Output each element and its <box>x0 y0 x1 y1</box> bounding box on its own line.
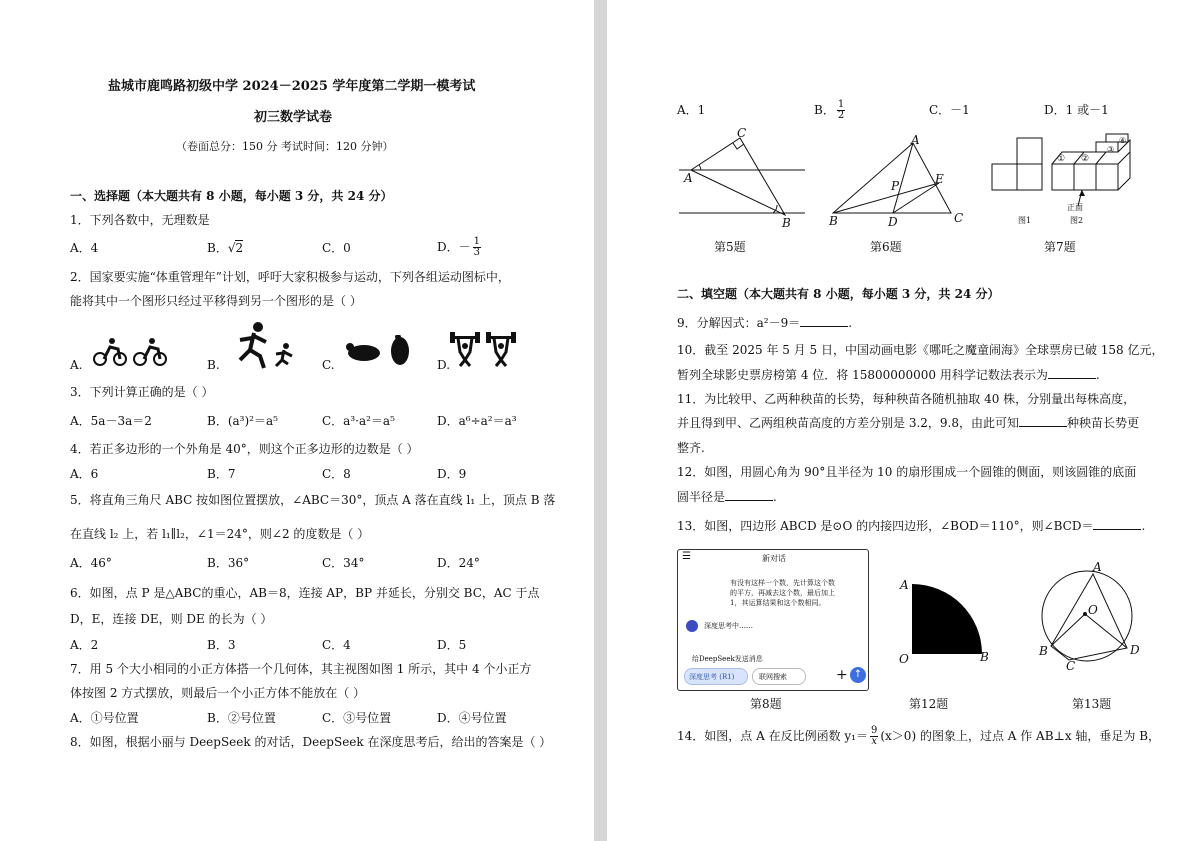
question-11-line1: 11．为比较甲、乙两种秧苗的长势，每种秧苗各随机抽取 40 株，分别量出每株高度， <box>677 392 1136 406</box>
fig6-label-a: A <box>911 133 920 147</box>
q1-option-d: D．－ $\frac{1}{3}$ <box>437 236 481 258</box>
question-5-line2: 在直线 l₂ 上，若 l₁∥l₂，∠1＝24°，则∠2 的度数是（ ） <box>70 527 370 541</box>
fig12-label-b: B <box>980 650 989 664</box>
figure-5-diagram <box>677 125 807 230</box>
question-12-line1: 12．如图，用圆心角为 90°且半径为 10 的扇形围成一个圆锥的侧面，则该圆锥的底面 <box>677 465 1137 479</box>
deepseek-logo-icon <box>686 620 698 632</box>
q1-option-a: A．4 <box>70 241 99 255</box>
running-icon <box>230 320 300 370</box>
q6-option-b: B．3 <box>207 638 236 652</box>
fig6-label-e: E <box>935 172 944 186</box>
fig7-label-1: ① <box>1057 154 1066 164</box>
caption-fig12: 第12题 <box>909 697 949 711</box>
section-fill-heading: 二、填空题（本大题共有 8 小题，每小题 3 分，共 24 分） <box>677 287 1000 301</box>
caption-fig5: 第5题 <box>714 240 746 254</box>
fig13-label-a: A <box>1093 560 1102 574</box>
q6-option-d: D．5 <box>437 638 467 652</box>
fig7-label-2: ② <box>1081 154 1090 164</box>
q6-option-a: A．2 <box>70 638 99 652</box>
send-icon[interactable]: ↑ <box>850 667 866 683</box>
question-13: 13．如图，四边形 ABCD 是⊙O 的内接四边形，∠BOD＝110°，则∠BCD＝ . <box>677 519 1146 533</box>
question-7-line2: 体按图 2 方式摆放，则最后一个小正方体不能放在（ ） <box>70 686 366 700</box>
question-2-line1: 2．国家要实施“体重管理年”计划，呼吁大家积极参与运动，下列各组运动图标中， <box>70 270 510 284</box>
exam-page-left <box>0 0 594 841</box>
fig7-label-fig1: 图1 <box>1018 216 1032 225</box>
question-8: 8．如图，根据小丽与 DeepSeek 的对话，DeepSeek 在深度思考后，给出的答案是（ ） <box>70 735 552 749</box>
q1-option-c: C．0 <box>322 241 351 255</box>
caption-fig8: 第8题 <box>750 697 782 711</box>
q3-option-c: C．a³·a²＝a⁵ <box>322 414 395 428</box>
q2-option-a: A. <box>70 358 83 372</box>
question-10-line2: 暂列全球影史票房榜第 4 位．将 15800000000 用科学记数法表示为 . <box>677 368 1100 382</box>
q1-option-b: B．√2 <box>207 241 244 255</box>
fig13-label-o: O <box>1088 603 1098 617</box>
deep-think-label: 深度思考 (R1) <box>689 673 735 681</box>
question-5-line1: 5．将直角三角尺 ABC 按如图位置摆放，∠ABC＝30°，顶点 A 落在直线 l₁ 上，顶点 B 落 <box>70 493 556 507</box>
q5-option-c: C．34° <box>322 556 365 570</box>
fig13-label-d: D <box>1130 643 1140 657</box>
fig6-label-d: D <box>888 215 898 229</box>
web-search-label: 联网搜索 <box>759 673 787 681</box>
web-search-button[interactable] <box>752 668 806 685</box>
q7-option-b: B．②号位置 <box>207 711 276 725</box>
q2-option-c: C. <box>322 358 335 372</box>
exam-meta: （卷面总分：150 分 考试时间：120 分钟） <box>176 140 394 153</box>
fig7-label-4: ④ <box>1119 136 1127 145</box>
q7-option-d: D．④号位置 <box>437 711 507 725</box>
fig7-label-front: 正面 <box>1067 203 1083 212</box>
figure-13-circle <box>1037 568 1137 668</box>
fig5-label-b: B <box>782 216 791 230</box>
q3-option-a: A．5a－3a＝2 <box>70 414 152 428</box>
fig5-label-a: A <box>684 171 693 185</box>
question-7-line1: 7．用 5 个大小相同的小正方体搭一个几何体，其主视图如图 1 所示，其中 4 个小正方 <box>70 662 532 676</box>
fig6-label-b: B <box>829 214 838 228</box>
question-9: 9．分解因式：a²－9＝ . <box>677 316 853 330</box>
question-10-line1: 10．截至 2025 年 5 月 5 日，中国动画电影《哪吒之魔童闹海》全球票房已破 158 亿元， <box>677 343 1164 357</box>
fig6-label-p: P <box>891 179 900 193</box>
fig5-label-c: C <box>737 126 747 140</box>
fig6-label-c: C <box>954 211 964 225</box>
question-14: 14．如图，点 A 在反比例函数 y₁＝ $\frac{9}{x}$ (x＞0) 的图象上，过点 A 作 AB⊥x 轴，垂足为 B， <box>677 725 1161 747</box>
caption-fig6: 第6题 <box>870 240 902 254</box>
question-11-line2: 并且得到甲、乙两组秧苗高度的方差分别是 3.2，9.8，由此可知 种秧苗长势更 <box>677 416 1140 430</box>
fig13-label-b: B <box>1039 644 1048 658</box>
q2-option-b: B. <box>207 358 220 372</box>
fig12-label-o: O <box>899 652 909 666</box>
question-6-line1: 6．如图，点 P 是△ABC的重心，AB＝8，连接 AP，BP 并延长，分别交 BC，AC 于点 <box>70 586 540 600</box>
question-6-line2: D，E，连接 DE，则 DE 的长为（ ） <box>70 612 273 626</box>
section-choice-heading: 一、选择题（本大题共有 8 小题，每小题 3 分，共 24 分） <box>70 189 393 203</box>
deep-think-button[interactable] <box>684 668 748 685</box>
question-11-line3: 整齐. <box>677 441 705 455</box>
exam-title: 盐城市鹿鸣路初级中学 2024－2025 学年度第二学期一模考试 <box>108 79 476 94</box>
q8-option-a: A．1 <box>677 103 706 117</box>
q8-option-d: D．1 或－1 <box>1044 103 1109 117</box>
q8-option-b: B． $\frac{1}{2}$ <box>814 99 845 121</box>
fig12-label-a: A <box>900 578 909 592</box>
chat-message-line1: 有没有这样一个数，先计算这个数 <box>730 579 835 587</box>
exam-subtitle: 初三数学试卷 <box>254 110 333 125</box>
chat-title: 新对话 <box>762 554 786 563</box>
q5-option-d: D．24° <box>437 556 480 570</box>
q6-option-c: C．4 <box>322 638 351 652</box>
plus-icon[interactable]: + <box>836 667 848 683</box>
exam-page-right <box>607 0 1203 841</box>
menu-icon: ☰ <box>682 551 691 562</box>
q5-option-b: B．36° <box>207 556 250 570</box>
q4-option-d: D．9 <box>437 467 467 481</box>
q5-option-a: A．46° <box>70 556 112 570</box>
q7-option-c: C．③号位置 <box>322 711 392 725</box>
q7-option-a: A．①号位置 <box>70 711 139 725</box>
q4-option-a: A．6 <box>70 467 99 481</box>
figure-12-sector <box>904 578 984 660</box>
question-1: 1．下列各数中，无理数是 <box>70 213 210 227</box>
q3-option-d: D．a⁶÷a²＝a³ <box>437 414 517 428</box>
chat-message-line2: 的平方，再减去这个数，最后加上 <box>730 589 835 597</box>
question-4: 4．若正多边形的一个外角是 40°，则这个正多边形的边数是（ ） <box>70 442 419 456</box>
q2-option-d: D. <box>437 358 451 372</box>
question-12-line2: 圆半径是 . <box>677 490 777 504</box>
caption-fig13: 第13题 <box>1072 697 1112 711</box>
question-2-line2: 能将其中一个图形只经过平移得到另一个图形的是（ ） <box>70 294 362 308</box>
q8-option-c: C．－1 <box>929 103 970 117</box>
cycling-icon <box>90 335 170 367</box>
chat-message-line3: 1，其运算结果和这个数相同。 <box>730 599 826 607</box>
weightlifting-icon <box>448 332 518 368</box>
question-3: 3．下列计算正确的是（ ） <box>70 385 214 399</box>
fig7-label-3: ③ <box>1107 145 1115 154</box>
chat-thinking-status: 深度思考中…… <box>704 622 753 630</box>
q4-option-b: B．7 <box>207 467 236 481</box>
figure-8-chat <box>677 549 869 691</box>
q4-option-c: C．8 <box>322 467 351 481</box>
q3-option-b: B．(a³)²＝a⁵ <box>207 414 278 428</box>
caption-fig7: 第7题 <box>1044 240 1076 254</box>
fig7-label-fig2: 图2 <box>1070 216 1084 225</box>
exercise-icon <box>342 335 412 367</box>
fig13-label-c: C <box>1066 659 1076 673</box>
chat-input-placeholder: 给DeepSeek发送消息 <box>692 655 763 663</box>
